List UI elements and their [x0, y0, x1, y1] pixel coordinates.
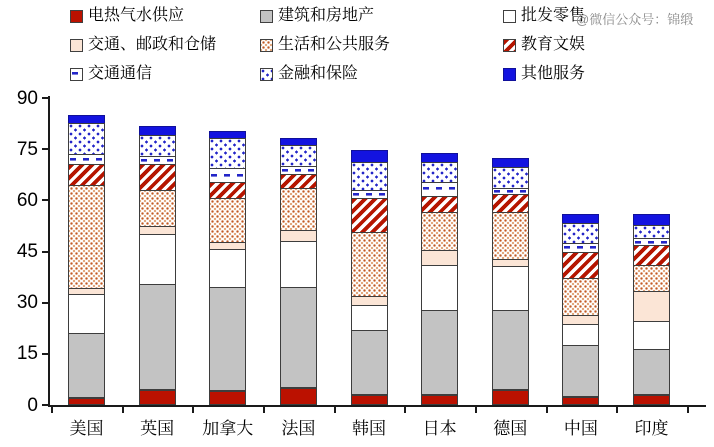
legend-label: 金融和保险	[278, 65, 359, 82]
stacked-bar-德国	[492, 159, 529, 405]
bar-segment-orange-dots	[421, 212, 458, 251]
bar-segment-darkred	[68, 398, 105, 405]
bar-segment-gray	[280, 287, 317, 388]
stacked-bar-美国	[68, 116, 105, 405]
x-category-label: 德国	[493, 419, 528, 438]
legend-label: 生活和公共服务	[278, 36, 391, 53]
bar-segment-orange-dots	[562, 278, 599, 316]
y-axis-tick-label: 30	[16, 292, 38, 314]
bar-segment-blue-dots	[139, 135, 176, 157]
bar-segment-darkred	[633, 395, 670, 405]
y-axis-tick	[42, 353, 49, 355]
y-axis-tick-label: 45	[16, 241, 38, 262]
y-axis-tick-label: 60	[16, 189, 38, 211]
stacked-bar-中国	[562, 215, 599, 405]
bar-segment-red-hatch	[139, 164, 176, 191]
bar-segment-gray	[492, 310, 529, 390]
legend-label: 交通、邮政和仓储	[88, 36, 217, 53]
x-category-label: 法国	[281, 419, 316, 438]
x-category-label: 加拿大	[202, 419, 254, 438]
x-axis-tick	[687, 406, 689, 413]
x-axis-tick	[263, 406, 265, 413]
bar-segment-white	[633, 321, 670, 350]
bar-segment-blue-dots	[351, 162, 388, 191]
y-axis-tick-label: 75	[16, 138, 38, 160]
bar-segment-red-hatch	[421, 196, 458, 213]
bar-segment-gray	[351, 330, 388, 395]
y-axis-tick	[42, 199, 49, 201]
y-axis-tick	[42, 404, 49, 406]
bar-segment-white	[562, 324, 599, 346]
bar-segment-orange-dots	[492, 212, 529, 260]
bar-segment-blue-dots	[421, 162, 458, 183]
x-category-label: 英国	[140, 419, 175, 438]
bar-segment-blue-dots	[280, 145, 317, 167]
bar-segment-peach	[633, 291, 670, 322]
bar-segment-darkred	[562, 397, 599, 406]
x-category-label: 美国	[69, 419, 104, 438]
bar-segment-orange-dots	[633, 265, 670, 292]
y-axis-tick	[42, 251, 49, 253]
bar-segment-white	[139, 234, 176, 285]
bar-segment-gray	[633, 349, 670, 395]
bar-segment-darkred	[351, 395, 388, 405]
bar-segment-peach	[421, 250, 458, 265]
bar-segment-gray	[68, 333, 105, 398]
legend-label: 建筑和房地产	[278, 7, 375, 24]
bar-segment-red-hatch	[492, 194, 529, 213]
x-axis-tick	[51, 406, 53, 413]
watermark-text: @微信公众号：锦缎	[576, 12, 694, 27]
bar-segment-orange-dots	[68, 185, 105, 289]
bar-segment-gray	[139, 284, 176, 390]
stacked-bar-法国	[280, 139, 317, 405]
x-axis	[48, 405, 706, 407]
bar-segment-blue-dash	[209, 168, 246, 183]
bar-segment-blue-dots	[633, 225, 670, 239]
bar-segment-orange-dots	[351, 232, 388, 297]
bar-segment-red-hatch	[280, 174, 317, 189]
y-axis-tick	[42, 97, 49, 99]
bar-segment-blue-dash	[421, 182, 458, 197]
bar-segment-darkred	[492, 390, 529, 405]
bar-segment-white	[68, 294, 105, 335]
legend-label: 其他服务	[521, 65, 586, 82]
bar-segment-white	[280, 241, 317, 289]
bar-segment-blue-dots	[68, 123, 105, 155]
x-axis-tick	[404, 406, 406, 413]
x-axis-tick	[475, 406, 477, 413]
bar-segment-blue	[351, 150, 388, 164]
y-axis-tick-label: 0	[27, 394, 38, 416]
x-axis-tick	[192, 406, 194, 413]
stacked-bar-加拿大	[209, 132, 246, 405]
bar-segment-gray	[562, 345, 599, 396]
x-category-label: 韩国	[352, 419, 387, 438]
bar-segment-red-hatch	[209, 182, 246, 199]
bar-segment-gray	[209, 287, 246, 391]
x-axis-tick	[122, 406, 124, 413]
bar-segment-blue-dots	[492, 167, 529, 189]
bar-segment-gray	[421, 310, 458, 395]
y-axis-tick	[42, 302, 49, 304]
stacked-bar-日本	[421, 154, 458, 405]
y-axis-tick-label: 15	[16, 343, 38, 365]
y-axis-tick	[42, 148, 49, 150]
bar-segment-red-hatch	[351, 198, 388, 234]
legend-label: 教育文娱	[521, 36, 586, 53]
legend-label: 电热气水供应	[88, 7, 185, 24]
bar-segment-darkred	[421, 395, 458, 405]
bar-segment-white	[421, 265, 458, 311]
bar-segment-darkred	[209, 391, 246, 405]
x-axis-tick	[334, 406, 336, 413]
bar-segment-white	[492, 266, 529, 310]
x-category-label: 印度	[634, 419, 669, 438]
x-category-label: 日本	[422, 419, 457, 438]
bar-segment-red-hatch	[633, 245, 670, 266]
stacked-bar-韩国	[351, 151, 388, 405]
stacked-bar-印度	[633, 215, 670, 405]
bar-segment-white	[209, 249, 246, 288]
bar-segment-orange-dots	[209, 198, 246, 242]
bar-segment-red-hatch	[562, 252, 599, 279]
bar-segment-white	[351, 305, 388, 331]
stacked-bar-英国	[139, 127, 176, 405]
bar-segment-darkred	[280, 388, 317, 405]
bar-segment-blue-dots	[209, 138, 246, 169]
y-axis-tick-label: 90	[16, 87, 38, 109]
bar-segment-darkred	[139, 390, 176, 405]
bar-segment-orange-dots	[280, 188, 317, 231]
legend-label: 批发零售	[521, 7, 586, 24]
legend-label: 交通通信	[88, 65, 153, 82]
bar-segment-orange-dots	[139, 190, 176, 228]
x-category-label: 中国	[563, 419, 598, 438]
bar-segment-blue-dots	[562, 223, 599, 244]
x-axis-tick	[546, 406, 548, 413]
bar-segment-red-hatch	[68, 164, 105, 186]
x-axis-tick	[616, 406, 618, 413]
